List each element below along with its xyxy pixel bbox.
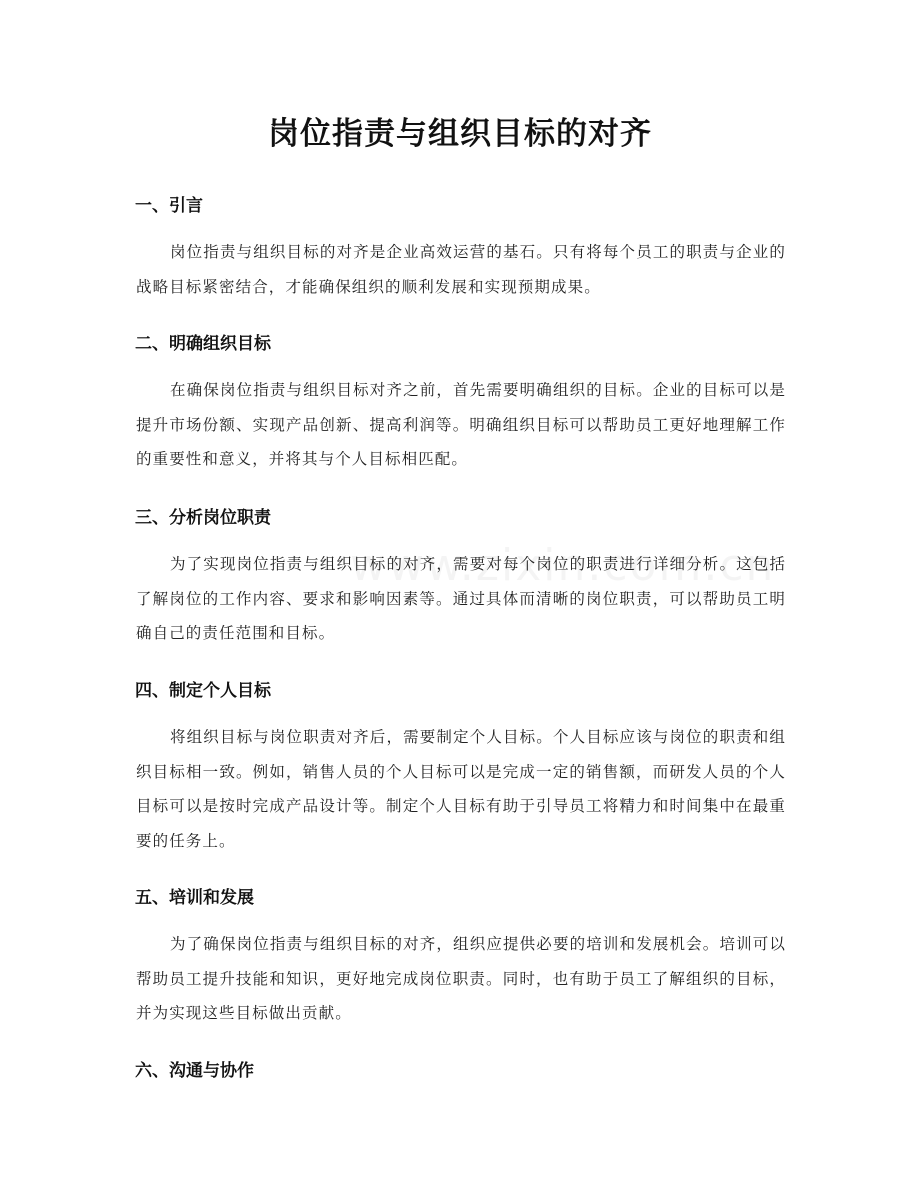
section-paragraph-5: 为了确保岗位指责与组织目标的对齐，组织应提供必要的培训和发展机会。培训可以帮助员工提升技能和知识，更好地完成岗位职责。同时，也有助于员工了解组织的目标，并为实现这些目标做出贡献。 bbox=[136, 935, 786, 1022]
section-heading-2: 二、明确组织目标 bbox=[135, 334, 271, 354]
section-heading-3: 三、分析岗位职责 bbox=[135, 508, 271, 528]
section-paragraph-3: 为了实现岗位指责与组织目标的对齐，需要对每个岗位的职责进行详细分析。这包括了解岗位的工作内容、要求和影响因素等。通过具体而清晰的岗位职责，可以帮助员工明确自己的责任范围和目标。 bbox=[136, 555, 786, 642]
section-heading-4: 四、制定个人目标 bbox=[135, 681, 271, 701]
section-paragraph-4: 将组织目标与岗位职责对齐后，需要制定个人目标。个人目标应该与岗位的职责和组织目标相一致。例如，销售人员的个人目标可以是完成一定的销售额，而研发人员的个人目标可以是按时完成产品设计等。制定个人目标有助于引导员工将精力和时间集中在最重要的任务上。 bbox=[136, 728, 786, 850]
section-heading-1: 一、引言 bbox=[135, 196, 203, 216]
section-paragraph-2: 在确保岗位指责与组织目标对齐之前，首先需要明确组织的目标。企业的目标可以是提升市场份额、实现产品创新、提高利润等。明确组织目标可以帮助员工更好地理解工作的重要性和意义，并将其与个人目标相匹配。 bbox=[136, 381, 786, 468]
section-heading-5: 五、培训和发展 bbox=[135, 888, 254, 908]
document-title: 岗位指责与组织目标的对齐 bbox=[268, 116, 652, 152]
section-paragraph-1: 岗位指责与组织目标的对齐是企业高效运营的基石。只有将每个员工的职责与企业的战略目标紧密结合，才能确保组织的顺利发展和实现预期成果。 bbox=[136, 243, 786, 296]
section-heading-6: 六、沟通与协作 bbox=[135, 1061, 254, 1081]
